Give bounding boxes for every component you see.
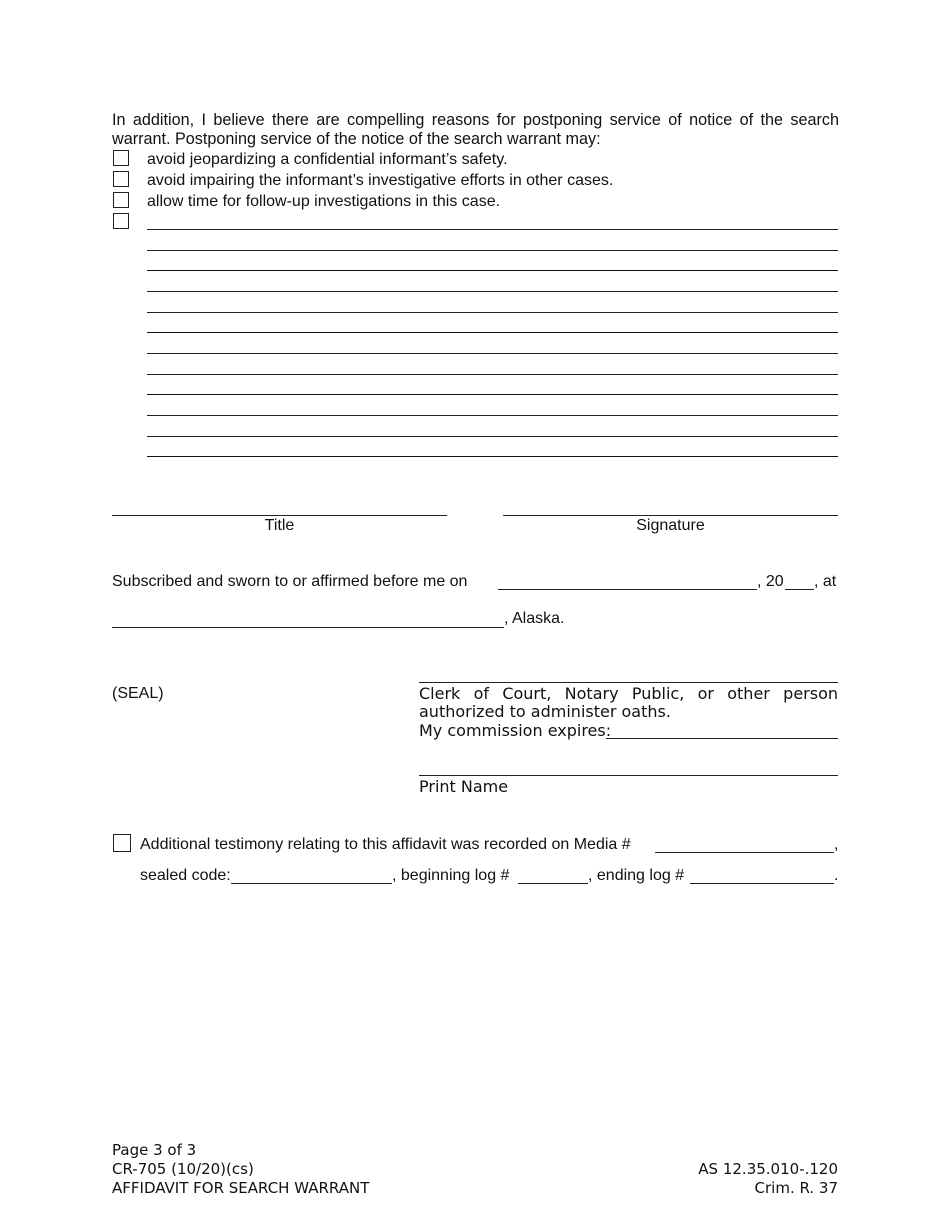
other-reason-line[interactable] [147,415,838,416]
title-label: Title [264,517,295,534]
ending-log-label: , ending log # [588,867,685,884]
reason-label-follow-up: allow time for follow-up investigations in this case. [147,193,501,210]
sworn-at: , at [814,573,837,590]
sworn-date-field[interactable] [498,589,757,590]
sworn-year-prefix: , 20 [757,573,784,590]
reason-checkbox-other[interactable] [113,213,129,229]
print-name-line[interactable] [419,775,838,776]
clerk-signature-line[interactable] [419,682,838,683]
other-reason-line[interactable] [147,291,838,292]
reason-checkbox-informant-safety[interactable] [113,150,129,166]
other-reason-line[interactable] [147,436,838,437]
other-reason-line[interactable] [147,312,838,313]
commission-expires-field[interactable] [606,738,838,739]
beginning-log-label: , beginning log # [392,867,510,884]
reason-checkbox-follow-up[interactable] [113,192,129,208]
other-reason-line[interactable] [147,250,838,251]
other-reason-line[interactable] [147,353,838,354]
intro-line-1: In addition, I believe there are compelling reasons for postponing service of notice of the search [112,111,839,129]
footer-rule: Crim. R. 37 [754,1179,838,1197]
seal-label: (SEAL) [112,685,164,702]
clerk-text-line-2: authorized to administer oaths. [419,702,671,721]
footer-page-number: Page 3 of 3 [112,1141,197,1159]
reason-label-informant-safety: avoid jeopardizing a confidential informant’s safety. [147,151,508,168]
ending-period: . [834,867,839,884]
sealed-code-field[interactable] [231,883,392,884]
sworn-location-field[interactable] [112,627,504,628]
other-reason-line[interactable] [147,270,838,271]
ending-log-field[interactable] [690,883,834,884]
reason-label-investigative-efforts: avoid impairing the informant’s investigative efforts in other cases. [147,172,614,189]
footer-form-title: AFFIDAVIT FOR SEARCH WARRANT [112,1179,370,1197]
other-reason-line[interactable] [147,229,838,230]
clerk-text-line-1: Clerk of Court, Notary Public, or other person [419,684,838,703]
additional-testimony-checkbox[interactable] [113,834,131,852]
intro-line-2: warrant. Postponing service of the notice of the search warrant may: [112,130,601,148]
other-reason-line[interactable] [147,374,838,375]
other-reason-line[interactable] [147,456,838,457]
signature-label: Signature [636,517,705,534]
other-reason-line[interactable] [147,394,838,395]
other-reason-line[interactable] [147,332,838,333]
commission-label: My commission expires: [419,721,612,740]
footer-statute: AS 12.35.010-.120 [698,1160,838,1178]
media-comma: , [834,836,839,853]
print-name-label: Print Name [419,777,509,796]
media-number-field[interactable] [655,852,834,853]
beginning-log-field[interactable] [518,883,588,884]
sworn-alaska: , Alaska. [504,610,565,627]
additional-testimony-text: Additional testimony relating to this affidavit was recorded on Media # [140,836,631,853]
sworn-prefix: Subscribed and sworn to or affirmed before me on [112,573,468,590]
reason-checkbox-investigative-efforts[interactable] [113,171,129,187]
footer-form-code: CR-705 (10/20)(cs) [112,1160,254,1178]
intro-paragraph [112,111,839,149]
sworn-year-field[interactable] [785,589,814,590]
sealed-code-label: sealed code: [140,867,231,884]
